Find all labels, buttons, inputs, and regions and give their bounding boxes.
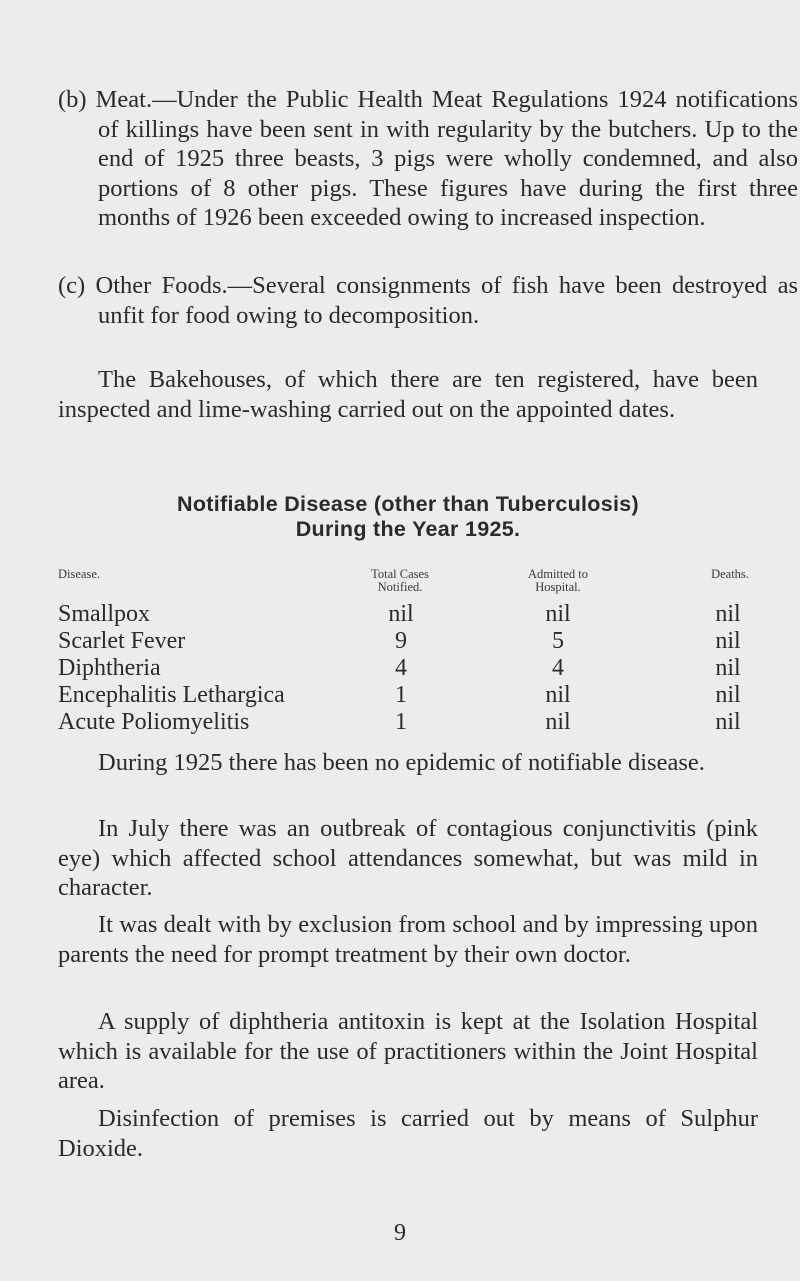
paragraph-antitoxin: A supply of diphtheria antitoxin is kept at the Isolation Hospital which is available for the use of practitioners within the Joint Hospital area.	[58, 1008, 758, 1094]
cell-disease: Scarlet Fever	[58, 628, 186, 654]
header-total-cases: Total Cases Notified.	[371, 567, 429, 594]
cell-total: nil	[388, 601, 414, 627]
table-row	[58, 682, 758, 708]
cell-total: 1	[395, 682, 407, 708]
cell-admitted: nil	[545, 601, 571, 627]
cell-disease: Acute Poliomyelitis	[58, 709, 250, 735]
cell-deaths: nil	[715, 682, 741, 708]
paragraph-conjunctivitis: In July there was an outbreak of contagious conjunctivitis (pink eye) which affected school attendances somewhat, but was mild in character.	[58, 815, 758, 901]
table-row	[58, 709, 758, 735]
table-row	[58, 628, 758, 654]
paragraph-disinfection: Disinfection of premises is carried out by means of Sulphur Dioxide.	[58, 1105, 758, 1162]
cell-admitted: nil	[545, 682, 571, 708]
cell-total: 4	[395, 655, 407, 681]
cell-deaths: nil	[715, 709, 741, 735]
cell-deaths: nil	[715, 655, 741, 681]
cell-total: 1	[395, 709, 407, 735]
cell-admitted: 4	[552, 655, 564, 681]
table-row	[58, 655, 758, 681]
paragraph-other-foods: (c) Other Foods.—Several consignments of fish have been destroyed as unfit for food owing to decomposition.	[58, 272, 798, 329]
cell-disease: Smallpox	[58, 601, 151, 627]
cell-disease: Encephalitis Lethargica	[58, 682, 285, 708]
cell-admitted: 5	[552, 628, 564, 654]
header-deaths: Deaths.	[711, 567, 749, 581]
cell-total: 9	[395, 628, 407, 654]
section-heading	[58, 492, 758, 542]
paragraph-meat: (b) Meat.—Under the Public Health Meat Regulations 1924 notifications of killings have been sent in with regularity by the butchers. Up to the end of 1925 three beasts, 3 pigs were wholly condemned, and also portions of 8 other pigs. These figures have during the first three months of 1926 been exceeded owing to increased inspection.	[58, 86, 798, 231]
cell-deaths: nil	[715, 601, 741, 627]
heading-line-2: During the Year 1925.	[295, 517, 521, 541]
paragraph-epidemic: During 1925 there has been no epidemic of notifiable disease.	[98, 749, 705, 776]
header-admitted: Admitted to Hospital.	[527, 567, 589, 594]
heading-line-1: Notifiable Disease (other than Tuberculosis)	[177, 492, 639, 516]
cell-admitted: nil	[545, 709, 571, 735]
paragraph-bakehouses: The Bakehouses, of which there are ten registered, have been inspected and lime-washing carried out on the appointed dates.	[58, 366, 758, 423]
page-number: 9	[394, 1220, 406, 1246]
paragraph-exclusion: It was dealt with by exclusion from school and by impressing upon parents the need for prompt treatment by their own doctor.	[58, 911, 758, 968]
cell-disease: Diphtheria	[58, 655, 161, 681]
table-row	[58, 601, 758, 627]
header-disease: Disease.	[58, 567, 100, 581]
cell-deaths: nil	[715, 628, 741, 654]
